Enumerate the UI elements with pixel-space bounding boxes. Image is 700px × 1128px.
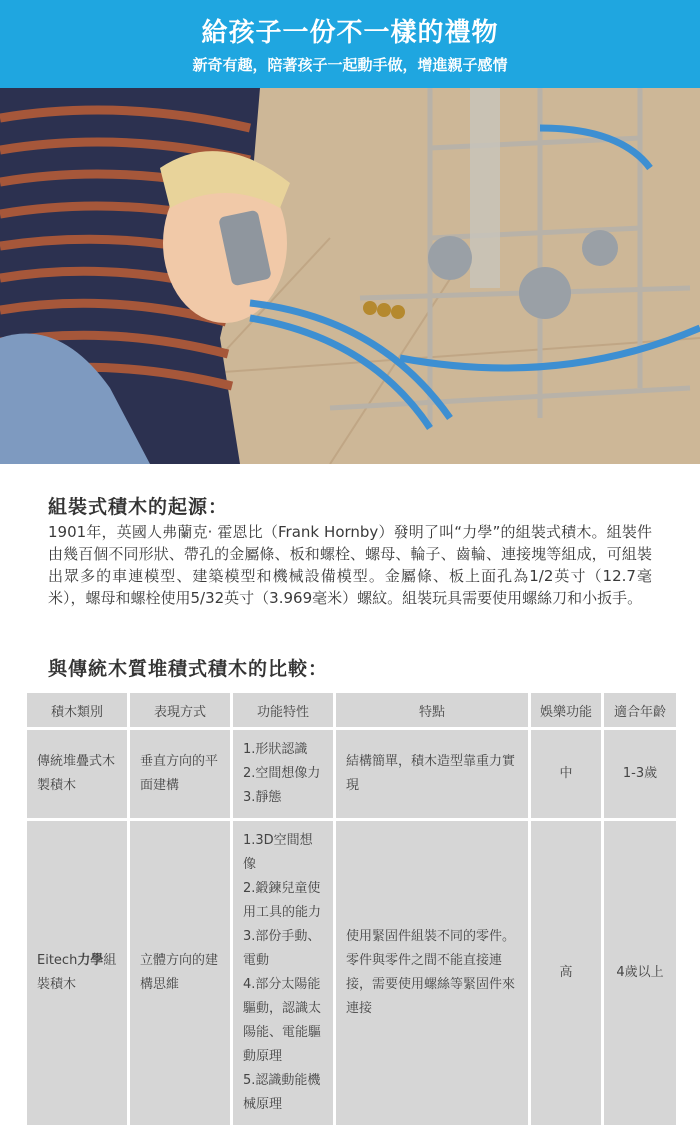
table-header: 功能特性 [233,693,333,727]
origin-paragraph: 1901年，英國人弗蘭克· 霍恩比（Frank Hornby）發明了叫“力學”的組裝式積木。組裝件由幾百個不同形狀、帶孔的金屬條、板和螺栓、螺母、輪子、齒輪、連接塊等組成，可組裝出眾多的車連模型、建築模型和機械設備模型。金屬條、板上面孔為1/2英寸（12.7毫米），螺母和螺栓使用5/32英寸（3.969毫米）螺紋。組裝玩具需要使用螺絲刀和小扳手。 [48,523,652,607]
brand-name: Eitech [37,953,78,968]
feature-item: 3.靜態 [243,790,282,805]
cell-age: 1-3歲 [604,730,676,818]
table-row [27,730,676,818]
feature-item: 5.認識動能機械原理 [243,1073,321,1112]
feature-item: 1.形狀認識 [243,742,308,757]
cell-fun: 中 [531,730,601,818]
table-header: 表現方式 [130,693,230,727]
table-header-row [27,693,676,727]
cell-fun: 高 [531,821,601,1125]
cell-expression: 立體方向的建構思維 [130,821,230,1125]
cell-type: 傳統堆疊式木製積木 [27,730,127,818]
compare-heading: 與傳統木質堆積式積木的比較： [48,658,329,680]
banner-title: 給孩子一份不一樣的禮物 [201,18,499,48]
feature-item: 2.鍛鍊兒童使用工具的能力 [243,881,322,920]
table-header: 娛樂功能 [531,693,601,727]
cell-age: 4歲以上 [604,821,676,1125]
table-header: 積木類別 [27,693,127,727]
feature-item: 1.3D空間想像 [243,833,313,872]
feature-item: 3.部份手動、電動 [243,929,321,968]
top-banner [0,0,700,88]
feature-item: 4.部分太陽能驅動，認識太陽能、電能驅動原理 [243,977,322,1064]
cell-trait: 使用緊固件組裝不同的零件。零件與零件之間不能直接連接，需要使用螺絲等緊固件來連接 [336,821,528,1125]
photo-illustration [0,88,700,464]
product-photo [0,88,700,464]
feature-item: 2.空間想像力 [243,766,321,781]
brand-bold: 力學 [77,953,104,968]
comparison-table [24,690,679,1128]
table-row [27,821,676,1125]
type-rest: 組裝積木 [37,953,117,992]
cell-expression: 垂直方向的平面建構 [130,730,230,818]
cell-type [27,821,127,1125]
banner-subtitle: 新奇有趣，陪著孩子一起動手做，增進親子感情 [192,56,508,74]
origin-heading: 組裝式積木的起源： [48,496,229,518]
cell-trait: 結構簡單，積木造型靠重力實現 [336,730,528,818]
table-header: 適合年齡 [604,693,676,727]
table-header: 特點 [336,693,528,727]
cell-features [233,730,333,818]
cell-features [233,821,333,1125]
